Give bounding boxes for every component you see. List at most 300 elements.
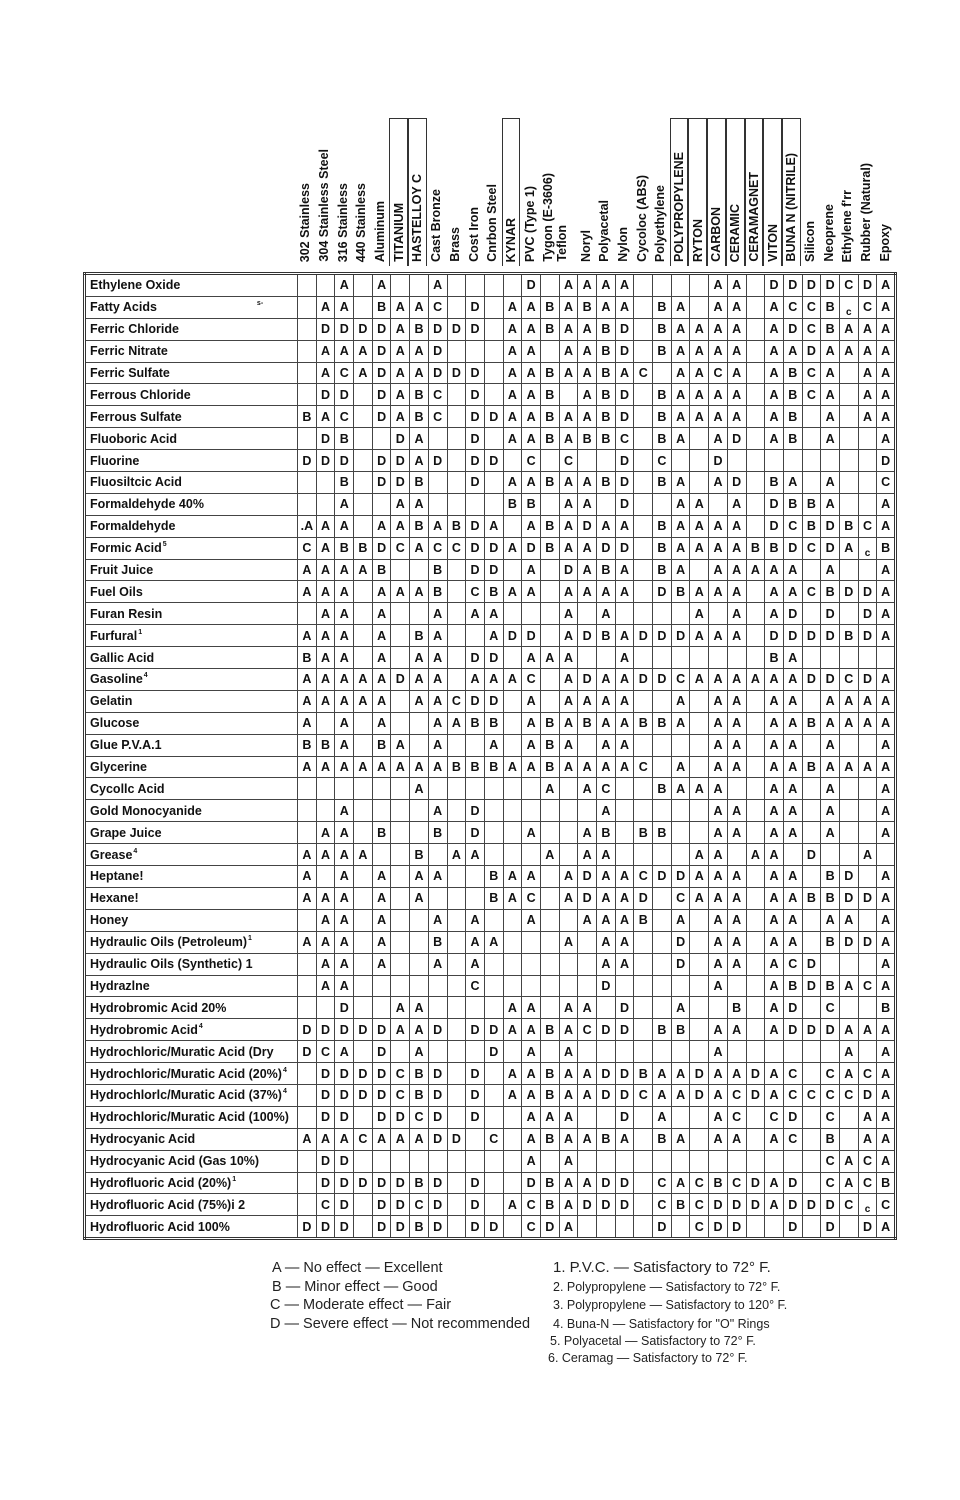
rating-cell	[858, 953, 877, 975]
rating-cell	[802, 1106, 821, 1128]
rating-cell: A	[559, 428, 578, 450]
rating-cell: D	[391, 1194, 410, 1216]
rating-cell: A	[298, 581, 317, 603]
rating-cell: A	[410, 428, 429, 450]
rating-cell	[634, 690, 653, 712]
rating-cell	[746, 581, 765, 603]
rating-cell: A	[783, 340, 802, 362]
rating-cell: A	[690, 778, 709, 800]
rating-cell: A	[410, 362, 429, 384]
rating-cell: D	[316, 1106, 335, 1128]
rating-cell	[690, 953, 709, 975]
rating-cell: A	[615, 756, 634, 778]
rating-cell: A	[858, 384, 877, 406]
rating-cell	[746, 406, 765, 428]
rating-cell	[447, 274, 466, 297]
rating-cell: D	[354, 318, 373, 340]
rating-cell	[783, 1150, 802, 1172]
table-row	[85, 931, 896, 953]
rating-cell: A	[690, 844, 709, 866]
rating-cell: B	[540, 296, 559, 318]
rating-cell	[690, 997, 709, 1019]
rating-cell: D	[839, 887, 858, 909]
table-row	[85, 362, 896, 384]
rating-cell: C	[653, 450, 672, 472]
rating-cell: A	[391, 340, 410, 362]
rating-cell	[522, 844, 541, 866]
rating-cell: A	[466, 953, 485, 975]
rating-cell	[690, 1041, 709, 1063]
chemical-name	[85, 647, 298, 669]
rating-cell: B	[484, 756, 503, 778]
rating-cell: A	[858, 1019, 877, 1041]
rating-cell	[428, 887, 447, 909]
rating-cell: A	[877, 734, 896, 756]
rating-cell	[391, 1041, 410, 1063]
chemical-name-label: Heptane!	[90, 869, 144, 884]
chemical-name	[85, 1019, 298, 1041]
rating-cell: C	[802, 318, 821, 340]
rating-cell: A	[597, 603, 616, 625]
rating-cell	[447, 450, 466, 472]
rating-cell: A	[316, 362, 335, 384]
rating-cell: D	[634, 625, 653, 647]
rating-cell: A	[597, 669, 616, 691]
rating-cell: D	[615, 318, 634, 340]
rating-cell: B	[540, 734, 559, 756]
rating-cell: D	[447, 1128, 466, 1150]
rating-cell: D	[316, 1063, 335, 1085]
rating-cell	[447, 1041, 466, 1063]
rating-cell: A	[522, 1063, 541, 1085]
rating-cell	[540, 690, 559, 712]
rating-cell: B	[802, 493, 821, 515]
rating-cell	[503, 975, 522, 997]
rating-cell: A	[410, 997, 429, 1019]
footnote-marker: 1	[232, 1175, 237, 1183]
rating-cell: A	[877, 340, 896, 362]
rating-cell: B	[540, 428, 559, 450]
rating-cell: A	[559, 274, 578, 297]
rating-cell: A	[391, 384, 410, 406]
rating-cell: C	[690, 1216, 709, 1239]
rating-cell	[634, 931, 653, 953]
rating-cell: A	[372, 712, 391, 734]
rating-cell: C	[634, 756, 653, 778]
rating-cell	[727, 778, 746, 800]
rating-cell: D	[466, 515, 485, 537]
rating-cell: D	[690, 1084, 709, 1106]
chemical-name-label: Grape Juice	[90, 825, 162, 840]
rating-cell: D	[372, 1216, 391, 1239]
rating-cell: B	[653, 515, 672, 537]
rating-cell: B	[839, 515, 858, 537]
rating-cell: D	[316, 1150, 335, 1172]
rating-cell: A	[522, 1150, 541, 1172]
table-row	[85, 340, 896, 362]
rating-cell: A	[877, 690, 896, 712]
rating-cell: A	[839, 318, 858, 340]
rating-cell	[802, 603, 821, 625]
rating-cell: D	[709, 1216, 728, 1239]
rating-cell: A	[410, 756, 429, 778]
rating-cell: C	[839, 1194, 858, 1216]
rating-cell	[746, 712, 765, 734]
rating-cell	[410, 712, 429, 734]
column-header-label: Cast Bronze	[429, 189, 444, 262]
rating-cell	[354, 472, 373, 494]
rating-cell	[447, 822, 466, 844]
rating-cell: A	[765, 318, 784, 340]
rating-cell: D	[597, 975, 616, 997]
rating-cell: A	[354, 559, 373, 581]
rating-cell: A	[727, 493, 746, 515]
rating-cell	[839, 997, 858, 1019]
rating-cell: B	[653, 406, 672, 428]
rating-cell: A	[503, 581, 522, 603]
rating-cell: A	[428, 953, 447, 975]
rating-cell: A	[765, 1194, 784, 1216]
rating-cell	[671, 975, 690, 997]
rating-cell: A	[783, 712, 802, 734]
chemical-name-label: Ferric Nitrate	[90, 344, 168, 359]
rating-cell	[634, 450, 653, 472]
rating-cell	[540, 953, 559, 975]
rating-cell: D	[372, 384, 391, 406]
rating-cell: D	[316, 1216, 335, 1239]
rating-cell	[484, 296, 503, 318]
chemical-name-label: Hydrochlorlc/Muratic Acid (37%)	[90, 1088, 282, 1103]
rating-cell	[503, 274, 522, 297]
rating-cell: A	[522, 909, 541, 931]
rating-cell: B	[653, 778, 672, 800]
rating-cell	[354, 712, 373, 734]
rating-cell: A	[877, 975, 896, 997]
rating-cell	[540, 887, 559, 909]
column-header-label: HASTELLOY C	[410, 174, 425, 262]
rating-cell	[653, 734, 672, 756]
rating-cell	[746, 493, 765, 515]
rating-cell	[746, 1106, 765, 1128]
rating-cell	[634, 1150, 653, 1172]
rating-cell	[634, 1216, 653, 1239]
table-row	[85, 515, 896, 537]
rating-cell	[839, 734, 858, 756]
rating-cell	[484, 274, 503, 297]
rating-cell: A	[877, 274, 896, 297]
rating-cell: D	[484, 1041, 503, 1063]
rating-cell: D	[335, 997, 354, 1019]
chemical-name	[85, 581, 298, 603]
column-header	[296, 118, 315, 266]
rating-cell	[559, 800, 578, 822]
rating-cell: A	[522, 734, 541, 756]
rating-cell: A	[354, 844, 373, 866]
column-header-label: TITANIUM	[391, 203, 406, 262]
rating-cell: A	[727, 384, 746, 406]
rating-cell: A	[709, 1084, 728, 1106]
rating-cell	[410, 931, 429, 953]
chemical-name	[85, 844, 298, 866]
table-row	[85, 1063, 896, 1085]
rating-cell	[653, 756, 672, 778]
rating-cell	[447, 406, 466, 428]
rating-cell: C	[839, 1084, 858, 1106]
rating-cell: A	[727, 581, 746, 603]
rating-cell: A	[354, 756, 373, 778]
rating-cell: B	[578, 296, 597, 318]
rating-cell	[298, 822, 317, 844]
rating-cell	[391, 800, 410, 822]
column-header-label: Silicon	[802, 221, 817, 262]
rating-cell: D	[821, 1194, 840, 1216]
rating-cell	[447, 778, 466, 800]
rating-cell	[690, 296, 709, 318]
rating-cell	[503, 450, 522, 472]
rating-cell	[503, 690, 522, 712]
rating-cell	[447, 340, 466, 362]
rating-cell: A	[372, 581, 391, 603]
rating-cell: A	[877, 581, 896, 603]
rating-cell	[391, 975, 410, 997]
rating-cell: A	[316, 690, 335, 712]
rating-cell	[484, 778, 503, 800]
rating-cell: A	[727, 669, 746, 691]
rating-cell: B	[821, 581, 840, 603]
rating-cell: A	[466, 669, 485, 691]
rating-cell: A	[522, 866, 541, 888]
rating-cell	[484, 1106, 503, 1128]
rating-cell: D	[372, 1194, 391, 1216]
rating-cell	[447, 1106, 466, 1128]
rating-cell: A	[709, 1106, 728, 1128]
table-row	[85, 1041, 896, 1063]
rating-cell	[428, 493, 447, 515]
rating-cell: A	[410, 1041, 429, 1063]
rating-cell: D	[858, 1084, 877, 1106]
column-header-label: Cost Iron	[466, 207, 481, 262]
rating-cell: A	[877, 1084, 896, 1106]
rating-cell	[391, 1150, 410, 1172]
rating-cell: D	[428, 318, 447, 340]
rating-cell	[802, 1063, 821, 1085]
rating-cell: A	[615, 734, 634, 756]
rating-cell: D	[783, 1106, 802, 1128]
chemical-name	[85, 1150, 298, 1172]
rating-cell	[634, 493, 653, 515]
rating-cell: B	[634, 822, 653, 844]
chemical-name	[85, 669, 298, 691]
rating-cell: B	[783, 493, 802, 515]
rating-cell	[746, 887, 765, 909]
rating-cell	[746, 1041, 765, 1063]
rating-cell	[839, 647, 858, 669]
rating-cell: A	[559, 406, 578, 428]
rating-cell: B	[802, 887, 821, 909]
rating-cell: C	[690, 1172, 709, 1194]
rating-cell: A	[615, 296, 634, 318]
rating-cell: C	[484, 1128, 503, 1150]
chemical-name-label: Gold Monocyanide	[90, 803, 202, 818]
rating-cell	[428, 778, 447, 800]
rating-cell: D	[858, 581, 877, 603]
rating-cell: B	[540, 515, 559, 537]
rating-cell	[354, 953, 373, 975]
rating-cell: A	[335, 887, 354, 909]
rating-cell: A	[372, 625, 391, 647]
rating-cell: A	[727, 1128, 746, 1150]
rating-cell: A	[559, 625, 578, 647]
rating-cell	[484, 844, 503, 866]
rating-cell: D	[522, 1172, 541, 1194]
chemical-name	[85, 384, 298, 406]
rating-cell: A	[540, 647, 559, 669]
chemical-name-label: Hydrochloric/Muratic Acid (100%)	[90, 1110, 289, 1125]
rating-cell: A	[877, 625, 896, 647]
column-header	[555, 118, 577, 266]
rating-cell	[354, 778, 373, 800]
rating-cell: A	[821, 362, 840, 384]
table-row	[85, 274, 896, 297]
rating-cell: C	[783, 1128, 802, 1150]
rating-cell: A	[671, 362, 690, 384]
rating-cell: D	[615, 1019, 634, 1041]
rating-cell	[447, 603, 466, 625]
rating-cell	[484, 909, 503, 931]
rating-cell	[634, 428, 653, 450]
rating-cell	[578, 931, 597, 953]
rating-cell: B	[540, 1084, 559, 1106]
rating-cell: D	[298, 450, 317, 472]
rating-cell: C	[597, 778, 616, 800]
rating-cell	[802, 734, 821, 756]
rating-cell: B	[410, 472, 429, 494]
rating-cell: B	[783, 975, 802, 997]
chemical-name	[85, 866, 298, 888]
rating-cell	[746, 866, 765, 888]
rating-cell: D	[335, 1084, 354, 1106]
rating-cell: A	[765, 340, 784, 362]
rating-cell	[709, 997, 728, 1019]
rating-cell: D	[821, 603, 840, 625]
rating-cell	[802, 690, 821, 712]
column-header-label: Ethylene f'rr	[840, 189, 855, 262]
rating-cell: A	[858, 340, 877, 362]
rating-cell: B	[410, 1084, 429, 1106]
rating-cell	[391, 844, 410, 866]
rating-cell: B	[335, 472, 354, 494]
rating-cell: D	[372, 1172, 391, 1194]
rating-cell: B	[540, 1019, 559, 1041]
table-row	[85, 669, 896, 691]
rating-cell: A	[709, 559, 728, 581]
rating-cell: A	[671, 493, 690, 515]
rating-cell: B	[821, 318, 840, 340]
rating-cell: D	[765, 493, 784, 515]
rating-cell	[447, 428, 466, 450]
rating-cell: A	[709, 384, 728, 406]
rating-cell: A	[559, 537, 578, 559]
rating-cell: A	[559, 997, 578, 1019]
rating-cell: A	[877, 362, 896, 384]
rating-cell: B	[335, 537, 354, 559]
chemical-name-label: Fluosiltcic Acid	[90, 475, 182, 490]
rating-cell: D	[466, 1063, 485, 1085]
column-header	[632, 118, 651, 266]
rating-cell	[410, 274, 429, 297]
rating-cell: B	[877, 537, 896, 559]
chemical-name-label: Hydrobromic Acid 20%	[90, 1000, 227, 1015]
table-row	[85, 318, 896, 340]
rating-cell	[522, 603, 541, 625]
rating-cell: D	[335, 1216, 354, 1239]
rating-cell: A	[559, 318, 578, 340]
rating-cell: B	[298, 734, 317, 756]
rating-cell: A	[428, 603, 447, 625]
column-header	[875, 118, 894, 266]
rating-cell: D	[335, 1063, 354, 1085]
rating-cell	[690, 1150, 709, 1172]
rating-cell: A	[877, 296, 896, 318]
rating-cell	[540, 866, 559, 888]
rating-cell: C	[316, 1194, 335, 1216]
rating-cell: A	[765, 1063, 784, 1085]
rating-cell: D	[802, 1019, 821, 1041]
rating-cell: A	[746, 669, 765, 691]
rating-cell	[540, 997, 559, 1019]
rating-cell: C	[671, 669, 690, 691]
rating-cell	[746, 450, 765, 472]
rating-cell	[578, 1150, 597, 1172]
rating-cell	[727, 844, 746, 866]
rating-cell: A	[690, 866, 709, 888]
rating-cell: A	[503, 866, 522, 888]
rating-cell: C	[802, 296, 821, 318]
rating-cell: D	[578, 866, 597, 888]
rating-cell: D	[466, 384, 485, 406]
rating-cell	[391, 866, 410, 888]
table-row	[85, 800, 896, 822]
rating-cell	[391, 559, 410, 581]
rating-cell	[447, 887, 466, 909]
rating-cell: A	[709, 909, 728, 931]
rating-cell: A	[335, 756, 354, 778]
rating-cell: D	[372, 362, 391, 384]
rating-cell: D	[839, 581, 858, 603]
rating-cell: D	[578, 887, 597, 909]
rating-cell	[391, 603, 410, 625]
rating-cell	[484, 997, 503, 1019]
column-header-label: Nylon	[616, 227, 631, 262]
rating-cell: B	[653, 340, 672, 362]
rating-cell	[634, 515, 653, 537]
column-header	[333, 118, 352, 266]
column-header	[464, 118, 483, 266]
rating-cell: B	[578, 428, 597, 450]
rating-cell: A	[410, 537, 429, 559]
rating-cell: A	[765, 669, 784, 691]
rating-cell: A	[709, 625, 728, 647]
rating-cell: A	[877, 1063, 896, 1085]
rating-cell: A	[765, 778, 784, 800]
rating-cell	[802, 931, 821, 953]
rating-cell: A	[298, 866, 317, 888]
rating-cell: B	[653, 822, 672, 844]
rating-cell: D	[615, 1063, 634, 1085]
rating-cell	[316, 493, 335, 515]
rating-cell	[372, 997, 391, 1019]
rating-cell	[484, 318, 503, 340]
